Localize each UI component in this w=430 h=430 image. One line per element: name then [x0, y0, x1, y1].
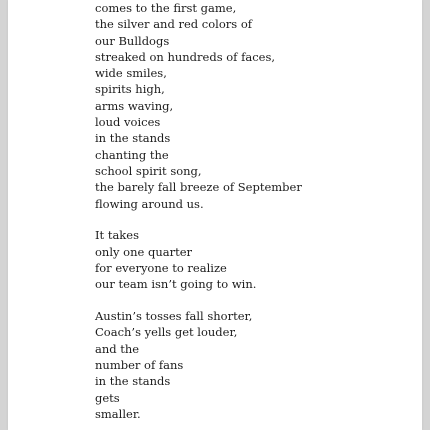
poem-line: gets [95, 390, 120, 405]
poem-line: number of fans [95, 357, 184, 372]
poem-line: smaller. [95, 406, 141, 421]
poem-line: loud voices [95, 115, 161, 130]
poem-line: comes to the first game, [95, 1, 237, 15]
poem-line: It takes [95, 228, 139, 243]
stanza-break [95, 212, 415, 228]
poem-body [95, 0, 415, 422]
poem-line: and the [95, 341, 140, 356]
poem-line: flowing around us. [95, 196, 204, 211]
poem-line: our team isn’t going to win. [95, 277, 257, 292]
poem-line: the silver and red colors of [95, 17, 253, 32]
poem-line: in the stands [95, 374, 171, 389]
poem-line: our Bulldogs [95, 33, 170, 48]
poem-line: arms waving, [95, 98, 174, 113]
stanza-2 [95, 227, 415, 292]
poem-line: for everyone to realize [95, 260, 227, 275]
poem-line: Austin’s tosses fall shorter, [95, 309, 253, 324]
poem-line: Coach’s yells get louder, [95, 325, 238, 340]
poem-line: wide smiles, [95, 66, 167, 81]
stanza-break [95, 293, 415, 309]
poem-line: chanting the [95, 147, 169, 162]
poem-line: the barely fall breeze of September [95, 180, 302, 195]
poem-line: only one quarter [95, 244, 192, 259]
poem-line: in the stands [95, 131, 171, 146]
poem-line: school spirit song, [95, 163, 202, 178]
stanza-1 [95, 0, 415, 212]
poem-line: spirits high, [95, 82, 165, 97]
poem-line: streaked on hundreds of faces, [95, 49, 276, 64]
document-page [8, 0, 422, 430]
stanza-3 [95, 308, 415, 422]
